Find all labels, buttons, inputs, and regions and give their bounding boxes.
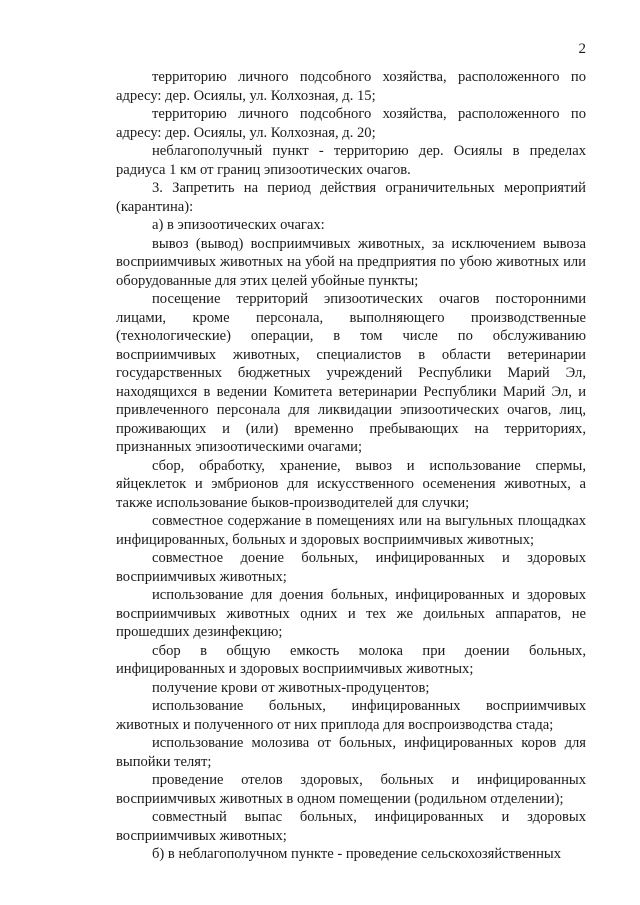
paragraph-address-15: территорию личного подсобного хозяйства, расположенного по адресу: дер. Осиялы, ул. Колхозная, д. 15;: [116, 69, 586, 104]
paragraph-sperm-collection: сбор, обработку, хранение, вывоз и использование спермы, яйцеклеток и эмбрионов для искусственного осеменения животных, а также использование быков-производителей для случки;: [116, 457, 586, 511]
paragraph-subsection-a: а) в эпизоотических очагах:: [152, 217, 325, 233]
paragraph-visiting-restriction: посещение территорий эпизоотических очагов посторонними лицами, кроме персонала, выполняющего производственные (технологические) операции, в том числе по обслуживанию восприимчивых животных, специалистов в области ветеринарии государственных бюджетных учреждений Республики Марий Эл, находящихся в ведении Комитета ветеринарии Республики Марий Эл, и привлеченного персонала для ликвидации эпизоотических очагов, лиц, проживающих и (или) временно пребывающих на территориях, признанных эпизоотическими очагами;: [116, 291, 586, 455]
paragraph-address-20: территорию личного подсобного хозяйства, расположенного по адресу: дер. Осиялы, ул. Колхозная, д. 20;: [116, 106, 586, 141]
paragraph-calving: проведение отелов здоровых, больных и инфицированных восприимчивых животных в одном помещении (родильном отделении);: [116, 772, 586, 807]
paragraph-animal-export: вывоз (вывод) восприимчивых животных, за исключением вывоза восприимчивых животных на убой на предприятия по убою животных или оборудованные для этих целей убойные пункты;: [116, 235, 586, 289]
paragraph-section-3-heading: 3. Запретить на период действия ограничительных мероприятий (карантина):: [116, 180, 586, 215]
paragraph-subsection-b: б) в неблагополучном пункте - проведение сельскохозяйственных: [152, 846, 562, 862]
paragraph-blood-collection: получение крови от животных-продуцентов;: [152, 679, 430, 696]
document-body: [116, 68, 586, 864]
paragraph-herd-reproduction: использование больных, инфицированных восприимчивых животных и полученного от них приплода для воспроизводства стада;: [116, 698, 586, 733]
page-number: 2: [578, 41, 586, 57]
paragraph-milk-collection: сбор в общую емкость молока при доении больных, инфицированных и здоровых восприимчивых животных;: [116, 642, 586, 677]
paragraph-colostrum-use: использование молозива от больных, инфицированных коров для выпойки телят;: [116, 735, 586, 770]
paragraph-milking-equipment: использование для доения больных, инфицированных и здоровых восприимчивых животных одних и тех же доильных аппаратов, не прошедших дезинфекцию;: [116, 587, 586, 640]
paragraph-joint-keeping: совместное содержание в помещениях или на выгульных площадках инфицированных, больных и здоровых восприимчивых животных;: [116, 513, 586, 548]
paragraph-joint-grazing: совместный выпас больных, инфицированных и здоровых восприимчивых животных;: [116, 809, 586, 844]
paragraph-unfavorable-point: неблагополучный пункт - территорию дер. Осиялы в пределах радиуса 1 км от границ эпизоотических очагов.: [116, 143, 586, 178]
paragraph-joint-milking: совместное доение больных, инфицированных и здоровых восприимчивых животных;: [116, 550, 586, 585]
